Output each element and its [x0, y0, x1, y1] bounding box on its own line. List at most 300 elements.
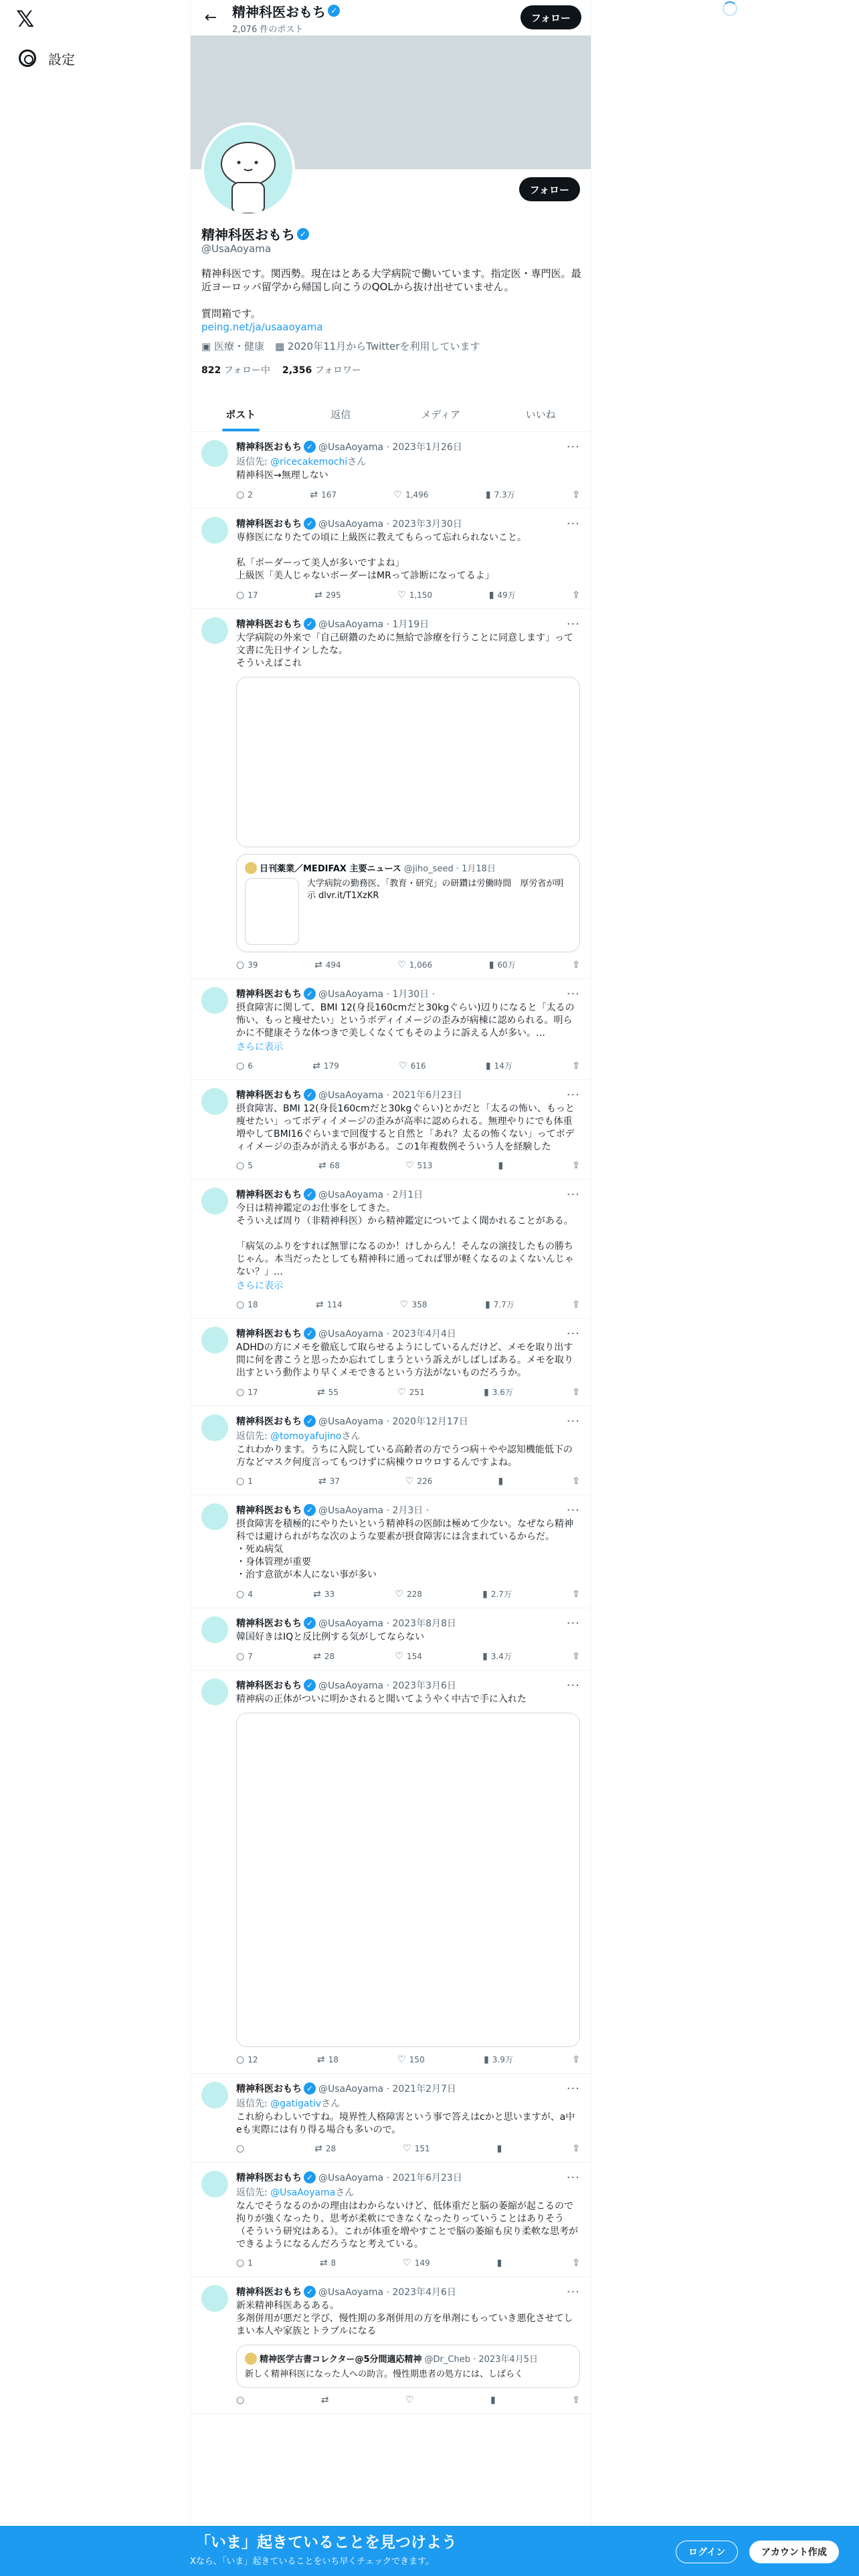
repost-button[interactable]: [320, 2258, 336, 2268]
tweet-header: [236, 1188, 580, 1201]
reply-icon: ○: [236, 2143, 245, 2154]
views-button[interactable]: [497, 2143, 506, 2154]
following-link[interactable]: [201, 363, 270, 377]
reply-button[interactable]: [236, 1650, 253, 1662]
tweet-handle-date[interactable]: @UsaAoyama · 2023年4月6日: [318, 2287, 456, 2298]
reply-to-suffix: さん: [321, 2099, 341, 2109]
heart-icon: ♡: [397, 959, 406, 970]
tweet-body: [236, 1503, 580, 1600]
like-button[interactable]: [394, 489, 429, 500]
tweet[interactable]: [191, 2277, 591, 2414]
reply-to-suffix: さん: [341, 1431, 361, 1442]
tweet-actions: [236, 2143, 580, 2154]
tweet-handle-date[interactable]: @UsaAoyama · 1月19日: [318, 619, 430, 630]
gear-icon: [19, 49, 36, 67]
tweet-avatar[interactable]: [201, 987, 228, 1014]
tweet-author-name[interactable]: 精神科医おもち: [236, 519, 302, 530]
login-button[interactable]: ログイン: [676, 2541, 738, 2563]
share-button[interactable]: [572, 2395, 580, 2405]
tweet-text: なんでそうなるのかの理由はわからないけど、低体重だと脳の萎縮が起こるので拘りが強くなったり、思考が柔軟にできなくなったりっていうことはありそう（そういう研究はある）。これが体重を増やすことで脳の萎縮も戻り柔軟な思考ができるようになるんだろうなと考えている。: [236, 2201, 578, 2250]
reply-icon: ○: [236, 2395, 245, 2405]
reply-count: 7: [248, 1651, 253, 1661]
share-icon: ⇪: [572, 2395, 580, 2405]
reply-button[interactable]: [236, 1060, 253, 1071]
views-icon: ▮: [496, 2258, 502, 2268]
quoted-avatar: [245, 862, 257, 874]
repost-icon: ⇄: [313, 1650, 321, 1662]
x-logo-icon[interactable]: 𝕏: [16, 6, 35, 33]
tweet-handle-date[interactable]: @UsaAoyama · 2月3日 ·: [318, 1505, 430, 1516]
tweet[interactable]: [191, 509, 591, 609]
view-count: 3.6万: [492, 1388, 513, 1397]
heart-icon: ♡: [397, 2054, 406, 2065]
like-count: 149: [414, 2258, 430, 2268]
more-options-icon[interactable]: ···: [566, 1327, 580, 1341]
tweet-avatar[interactable]: [201, 2171, 228, 2197]
repost-button[interactable]: [314, 589, 341, 601]
repost-count: 33: [324, 1589, 335, 1599]
tweet-actions: [236, 589, 580, 601]
reply-button[interactable]: [236, 1299, 258, 1310]
more-options-icon[interactable]: ···: [566, 2285, 580, 2299]
tweet-text: 今日は精神鑑定のお仕事をしてきた。 そういえば周り（非精神科医）から精神鑑定についてよく聞かれることがある。 「病気のふりをすれば無罪になるのか！けしからん！そんなの演技したもの勝ちじゃん。本当だったとしても精神科に通ってれば罪が軽くなるのよくないんじゃない？」…: [236, 1203, 574, 1277]
tweet-handle-date[interactable]: @UsaAoyama · 2023年1月26日: [318, 442, 462, 453]
like-button[interactable]: [395, 1588, 421, 1600]
like-button[interactable]: [397, 589, 432, 601]
nav-settings[interactable]: [9, 41, 84, 75]
reply-count: 1: [248, 2258, 253, 2268]
repost-button[interactable]: [317, 2054, 339, 2065]
tweet-avatar[interactable]: [201, 1088, 228, 1115]
heart-icon: ♡: [397, 589, 406, 601]
view-count: 7.7万: [493, 1300, 514, 1309]
header-name: [232, 1, 340, 21]
tweet[interactable]: [191, 2163, 591, 2277]
reply-icon: ○: [236, 489, 245, 500]
repost-icon: ⇄: [312, 1060, 320, 1071]
profile-name-text: 精神科医おもち: [201, 227, 295, 243]
tweet-header: [236, 2171, 580, 2184]
repost-button[interactable]: [314, 959, 341, 970]
tweet-author-name[interactable]: 精神科医おもち: [236, 442, 302, 453]
profile-follow-button[interactable]: フォロー: [519, 177, 580, 201]
share-button[interactable]: [572, 1476, 580, 1487]
more-options-icon[interactable]: ···: [566, 517, 580, 531]
repost-button[interactable]: [313, 1588, 335, 1600]
more-options-icon[interactable]: ···: [566, 2171, 580, 2185]
repost-icon: ⇄: [319, 2258, 328, 2268]
views-icon: ▮: [482, 1588, 488, 1600]
tweet[interactable]: [191, 979, 591, 1080]
category-item: [201, 339, 264, 353]
repost-icon: ⇄: [314, 589, 322, 601]
like-button[interactable]: [403, 2258, 430, 2268]
tweet-avatar[interactable]: [201, 1327, 228, 1354]
repost-icon: ⇄: [318, 1476, 326, 1487]
banner-subtitle: Xなら、「いま」起きていることをいち早くチェックできます。: [190, 2557, 434, 2567]
verified-badge-icon: ✓: [304, 441, 316, 453]
tweet-author-name[interactable]: 精神科医おもち: [236, 1090, 302, 1101]
tweet-actions: [236, 1160, 580, 1171]
main-column: [190, 0, 591, 2576]
tweet-handle-date[interactable]: @UsaAoyama · 2023年3月30日: [318, 519, 462, 530]
views-button[interactable]: [497, 2258, 506, 2268]
verified-badge-icon: ✓: [304, 618, 316, 630]
tweet[interactable]: [191, 1080, 591, 1180]
like-button[interactable]: [405, 2395, 417, 2405]
heart-icon: ♡: [399, 1060, 407, 1071]
tweet-header: [236, 440, 580, 453]
tweet-body: [236, 987, 580, 1071]
like-button[interactable]: [397, 1386, 424, 1398]
tab-posts[interactable]: ポスト: [191, 397, 291, 431]
tweet-author-name[interactable]: 精神科医おもち: [236, 1505, 302, 1516]
repost-button[interactable]: [321, 2395, 332, 2405]
repost-icon: ⇄: [310, 489, 318, 500]
profile-section: [191, 169, 591, 397]
repost-button[interactable]: [317, 1386, 339, 1398]
repost-count: 28: [325, 2144, 337, 2153]
reply-button[interactable]: [236, 2258, 253, 2268]
tweet-text: 専修医になりたての頃に上級医に教えてもらって忘れられないこと。 私「ボーダーって美人が多いですよね」 上級医「美人じゃないボーダーはMRって診断になってるよ」: [236, 532, 527, 581]
verified-badge-icon: ✓: [304, 1188, 316, 1200]
views-button[interactable]: [489, 959, 516, 970]
verified-badge-icon: ✓: [304, 1504, 316, 1516]
profile-name: [201, 224, 309, 243]
tweet[interactable]: [191, 1180, 591, 1319]
views-icon: ▮: [484, 1386, 489, 1398]
reply-button[interactable]: [236, 589, 258, 601]
show-more-link[interactable]: さらに表示: [236, 1281, 283, 1291]
tweet-avatar[interactable]: [201, 2285, 228, 2312]
tweet[interactable]: [191, 1495, 591, 1608]
tweet-avatar[interactable]: [201, 1616, 228, 1643]
repost-count: 114: [326, 1299, 343, 1309]
tweet-avatar[interactable]: [201, 1503, 228, 1530]
repost-button[interactable]: [318, 1160, 340, 1171]
share-button[interactable]: [572, 1160, 580, 1171]
tweet-author-name[interactable]: 精神科医おもち: [236, 1190, 302, 1200]
reply-icon: ○: [236, 2054, 245, 2065]
tweet-body: [236, 2285, 580, 2405]
tweet-author-name[interactable]: 精神科医おもち: [236, 619, 302, 630]
views-icon: ▮: [484, 2054, 489, 2065]
repost-icon: ⇄: [314, 959, 322, 970]
like-button[interactable]: [400, 1299, 427, 1310]
header-post-count: 2,076 件のポスト: [232, 24, 304, 35]
back-arrow-icon[interactable]: ←: [204, 9, 217, 26]
reply-to-link[interactable]: @tomoyafujino: [270, 1431, 342, 1442]
share-button[interactable]: [572, 1386, 580, 1398]
tab-replies[interactable]: 返信: [330, 408, 351, 421]
repost-button[interactable]: [316, 1299, 343, 1310]
share-button[interactable]: [572, 2054, 580, 2065]
tweet-body: [236, 1616, 580, 1662]
tweet-author-name[interactable]: 精神科医おもち: [236, 1329, 302, 1339]
reply-button[interactable]: [236, 1476, 253, 1487]
like-button[interactable]: [395, 1650, 421, 1662]
view-count: 3.4万: [490, 1652, 512, 1661]
tweet-avatar[interactable]: [201, 1414, 228, 1441]
share-button[interactable]: [572, 1299, 580, 1310]
tweet-body: [236, 2082, 580, 2154]
profile-header-bar: [191, 0, 591, 35]
reply-button[interactable]: [236, 2054, 258, 2065]
tweet-text: ADHDの方にメモを徹底して取らせるようにしているんだけど、メモを取り出す間に何を書こうと思ったか忘れてしまうという訴えがしばしばある。メモを取り出すという動作より早くメモできるという方法がないものだろうか。: [236, 1342, 573, 1378]
tweet-text: 大学病院の外来で「自己研鑽のために無給で診療を行うことに同意します」って文書に先日サインしたな。 そういえばこれ: [236, 633, 573, 669]
tweet-text: 摂食障害、BMI 12(身長160cmだと30kgぐらい)とかだと「太るの怖い、もっと痩せたい」ってボディイメージの歪みが高率に認められる。無理やりにでも体重増やしてBMI16ぐらいまで回復すると自然と「あれ？太るの怖くない」ってボディイメージの歪みが消える事がある。この1年複数例そういう人を経験した: [236, 1103, 575, 1152]
tweet-header: [236, 1503, 580, 1517]
tweet[interactable]: [191, 1406, 591, 1495]
repost-icon: ⇄: [316, 1386, 325, 1398]
tweet[interactable]: [191, 1608, 591, 1671]
share-icon: ⇪: [572, 589, 580, 601]
more-options-icon[interactable]: ···: [566, 987, 580, 1001]
share-button[interactable]: [572, 1650, 580, 1662]
tweet-actions: [236, 1476, 580, 1487]
share-button[interactable]: [572, 1060, 580, 1071]
view-count: 3.9万: [492, 2055, 513, 2064]
reply-button[interactable]: [236, 2143, 248, 2154]
tweet-avatar[interactable]: [201, 617, 228, 644]
more-options-icon[interactable]: ···: [566, 617, 580, 631]
more-options-icon[interactable]: ···: [566, 1679, 580, 1693]
views-icon: ▮: [498, 1476, 504, 1487]
tweet-actions: [236, 2258, 580, 2268]
verified-badge-icon: ✓: [304, 1415, 316, 1427]
reply-icon: ○: [236, 589, 245, 601]
tweet-avatar[interactable]: [201, 2082, 228, 2109]
quoted-handle-date: @Dr_Cheb · 2023年4月5日: [424, 2355, 538, 2365]
share-icon: ⇪: [572, 1588, 580, 1600]
heart-icon: ♡: [397, 1386, 406, 1398]
tab-likes[interactable]: いいね: [525, 408, 556, 421]
like-button[interactable]: [405, 1476, 432, 1487]
repost-button[interactable]: [318, 1476, 340, 1487]
tweet-author-name[interactable]: 精神科医おもち: [236, 1416, 302, 1427]
views-icon: ▮: [484, 1299, 490, 1310]
tweet-handle-date[interactable]: @UsaAoyama · 2020年12月17日: [318, 1416, 468, 1427]
views-button[interactable]: [490, 2395, 499, 2405]
tweet-handle-date[interactable]: @UsaAoyama · 2023年4月4日: [318, 1329, 456, 1339]
heart-icon: ♡: [405, 1160, 414, 1171]
more-options-icon[interactable]: ···: [566, 1503, 580, 1517]
loading-spinner-icon: [723, 1, 737, 16]
tweet-header: [236, 1616, 580, 1630]
tweet-handle-date[interactable]: @UsaAoyama · 2023年8月8日: [318, 1618, 456, 1629]
tweet-author-name[interactable]: 精神科医おもち: [236, 989, 302, 1000]
tweet-author-name[interactable]: 精神科医おもち: [236, 2084, 302, 2095]
views-button[interactable]: [484, 1386, 513, 1398]
tweet-handle-date[interactable]: @UsaAoyama · 2021年6月23日: [318, 2173, 462, 2183]
repost-count: 8: [330, 2258, 337, 2268]
repost-button[interactable]: [310, 489, 337, 500]
reply-to: 返信先: @tomoyafujinoさん: [236, 1431, 361, 1442]
tweet-avatar[interactable]: [201, 1188, 228, 1214]
verified-badge-icon: ✓: [304, 518, 316, 530]
tweet-author-name[interactable]: 精神科医おもち: [236, 1681, 302, 1691]
share-button[interactable]: [572, 1588, 580, 1600]
reply-count: 5: [248, 1161, 253, 1170]
quoted-tweet-header: [245, 861, 571, 874]
header-follow-button[interactable]: フォロー: [520, 5, 581, 29]
verified-badge-icon: ✓: [304, 2286, 316, 2298]
more-options-icon[interactable]: ···: [566, 1616, 580, 1630]
tweet-avatar[interactable]: [201, 1679, 228, 1705]
tweet-actions: [236, 2054, 580, 2065]
views-button[interactable]: [489, 589, 516, 601]
views-icon: ▮: [488, 959, 494, 970]
more-options-icon[interactable]: ···: [566, 1414, 580, 1428]
views-button[interactable]: [498, 1160, 506, 1171]
reply-button[interactable]: [236, 1588, 253, 1600]
repost-button[interactable]: [312, 1060, 339, 1071]
briefcase-icon: ▣: [201, 340, 214, 352]
repost-count: 494: [325, 960, 341, 970]
view-count: 60万: [497, 960, 516, 970]
views-button[interactable]: [486, 489, 515, 500]
tweet-handle-date[interactable]: @UsaAoyama · 2月1日: [318, 1190, 423, 1200]
view-count: 7.3万: [494, 490, 515, 500]
like-button[interactable]: [397, 2054, 424, 2065]
views-button[interactable]: [482, 1650, 512, 1662]
reply-button[interactable]: [236, 1160, 253, 1171]
profile-bio: [201, 267, 581, 334]
followers-count: 2,356: [282, 365, 312, 376]
heart-icon: ♡: [403, 2143, 411, 2154]
tweet-text: 摂食障害を積極的にやりたいという精神科の医師は極めて少ない。なぜなら精神科では避けられがちな次のような要素が摂食障害には含まれているからだ。 ・死ぬ病気 ・身体管理が重要 ・治す意欲が本人にない事が多い: [236, 1519, 573, 1580]
tweet[interactable]: [191, 609, 591, 979]
reply-icon: ○: [236, 2258, 245, 2268]
views-button[interactable]: [486, 1060, 512, 1071]
tweet[interactable]: [191, 432, 591, 509]
repost-icon: ⇄: [315, 1299, 324, 1310]
tweet-body: [236, 1679, 580, 2065]
share-button[interactable]: [572, 2143, 580, 2154]
tweet-handle-date[interactable]: @UsaAoyama · 2021年6月23日: [318, 1090, 462, 1101]
verified-badge-icon: ✓: [328, 5, 340, 17]
share-icon: ⇪: [572, 489, 580, 500]
profile-tabs: [191, 397, 591, 432]
view-count: 2.7万: [490, 1590, 512, 1599]
repost-count: 37: [329, 1477, 340, 1486]
views-button[interactable]: [498, 1476, 506, 1487]
reply-to-link[interactable]: @gatigativ: [270, 2099, 322, 2109]
tweet-avatar[interactable]: [201, 517, 228, 544]
reply-button[interactable]: [236, 2395, 248, 2405]
tweet[interactable]: [191, 1319, 591, 1406]
show-more-link[interactable]: さらに表示: [236, 1042, 283, 1053]
quoted-tweet[interactable]: [236, 854, 580, 952]
reply-count: 17: [248, 1387, 258, 1397]
more-options-icon[interactable]: ···: [566, 2082, 580, 2096]
views-button[interactable]: [485, 1299, 514, 1310]
share-icon: ⇪: [572, 2143, 580, 2154]
share-button[interactable]: [572, 489, 580, 500]
reply-icon: ○: [236, 1060, 245, 1071]
reply-count: 2: [248, 490, 253, 500]
followers-link[interactable]: [282, 363, 361, 377]
views-button[interactable]: [484, 2054, 513, 2065]
bio-link[interactable]: peing.net/ja/usaaoyama: [201, 321, 323, 333]
repost-button[interactable]: [313, 1650, 335, 1662]
tweet[interactable]: [191, 2074, 591, 2163]
share-button[interactable]: [572, 959, 580, 970]
header-name-text: 精神科医おもち: [232, 3, 326, 20]
views-button[interactable]: [482, 1588, 512, 1600]
reply-button[interactable]: [236, 959, 258, 970]
tweet-handle-date[interactable]: @UsaAoyama · 2021年2月7日: [318, 2084, 456, 2095]
reply-to-link[interactable]: @UsaAoyama: [270, 2187, 336, 2198]
more-options-icon[interactable]: ···: [566, 1188, 580, 1202]
signup-button[interactable]: アカウント作成: [749, 2541, 839, 2563]
like-button[interactable]: [397, 959, 432, 970]
like-button[interactable]: [405, 1160, 432, 1171]
tweet-actions: [236, 1060, 580, 1071]
heart-icon: ♡: [400, 1299, 409, 1310]
tweet-text: これ紛らわしいですね。境界性人格障害という事で答えはcかと思いますが、a中eも実際には有り得る場合も多いので。: [236, 2112, 575, 2135]
verified-badge-icon: ✓: [297, 228, 309, 240]
reply-count: 4: [248, 1589, 253, 1599]
quoted-tweet[interactable]: [236, 2345, 580, 2388]
tweet-author-name[interactable]: 精神科医おもち: [236, 2287, 302, 2298]
tweet-header: [236, 1327, 580, 1340]
tweet-header: [236, 1088, 580, 1101]
tweet-author-name[interactable]: 精神科医おもち: [236, 2173, 302, 2183]
heart-icon: ♡: [395, 1650, 403, 1662]
like-button[interactable]: [403, 2143, 430, 2154]
tweet-author-name[interactable]: 精神科医おもち: [236, 1618, 302, 1629]
tweet-media[interactable]: [236, 1713, 580, 2047]
verified-badge-icon: ✓: [304, 1327, 316, 1339]
tab-media[interactable]: メディア: [421, 408, 461, 421]
reply-to: 返信先: @ricecakemochiさん: [236, 457, 367, 467]
like-count: 616: [410, 1061, 426, 1071]
repost-count: 68: [329, 1161, 340, 1170]
tweet-avatar[interactable]: [201, 440, 228, 467]
like-count: 358: [411, 1299, 427, 1309]
repost-count: 28: [324, 1651, 335, 1661]
more-options-icon[interactable]: ···: [566, 440, 580, 454]
profile-stats: [201, 363, 361, 377]
avatar[interactable]: [201, 122, 295, 216]
heart-icon: ♡: [405, 1476, 414, 1487]
tweet-media[interactable]: [236, 677, 580, 847]
tweet-actions: [236, 489, 580, 500]
like-count: 513: [417, 1161, 433, 1170]
repost-count: 167: [321, 490, 337, 500]
reply-to-link[interactable]: @ricecakemochi: [270, 457, 348, 467]
more-options-icon[interactable]: ···: [566, 1088, 580, 1102]
timeline: [191, 432, 591, 2414]
like-count: 226: [417, 1477, 433, 1486]
share-button[interactable]: [572, 589, 580, 601]
reply-button[interactable]: [236, 1386, 258, 1398]
tweet[interactable]: [191, 1671, 591, 2074]
share-button[interactable]: [572, 2258, 580, 2268]
view-count: 49万: [497, 591, 516, 600]
tweet-body: [236, 1414, 580, 1487]
reply-button[interactable]: [236, 489, 253, 500]
tweet-handle-date[interactable]: @UsaAoyama · 1月30日 ·: [318, 989, 436, 1000]
like-button[interactable]: [399, 1060, 425, 1071]
followers-label: フォロワー: [314, 365, 362, 376]
tweet-handle-date[interactable]: @UsaAoyama · 2023年3月6日: [318, 1681, 456, 1691]
repost-button[interactable]: [314, 2143, 336, 2154]
like-count: 1,496: [405, 490, 429, 500]
tweet-actions: [236, 959, 580, 970]
reply-count: 1: [248, 1477, 253, 1486]
